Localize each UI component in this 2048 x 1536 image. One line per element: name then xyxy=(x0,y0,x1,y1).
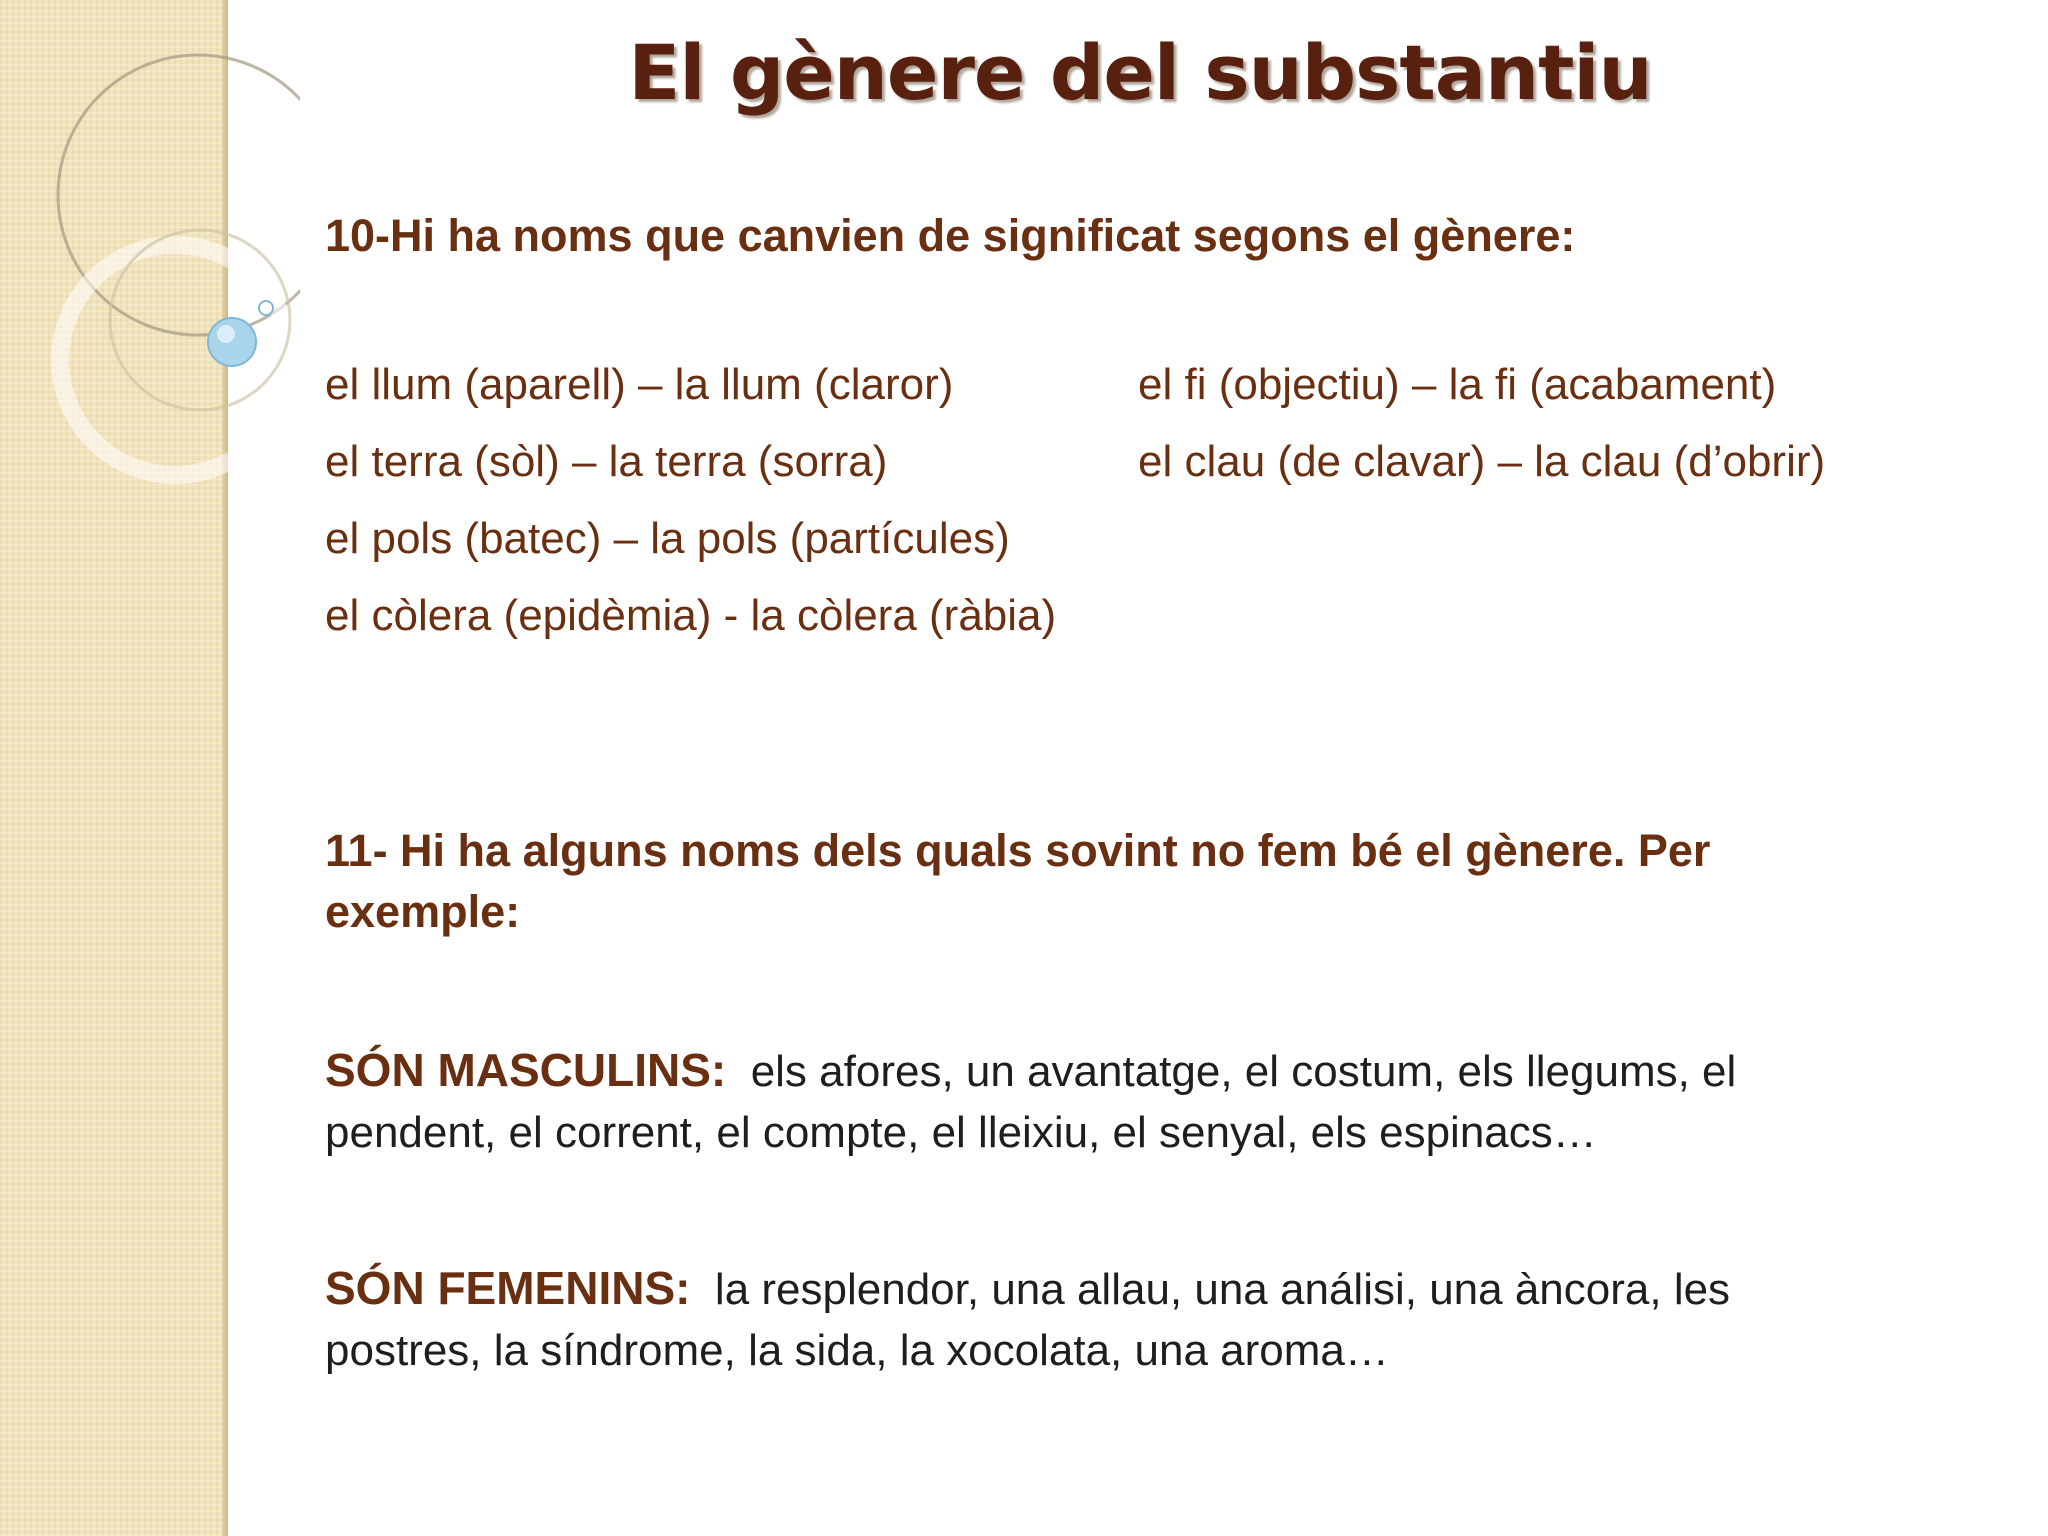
masculine-label: SÓN MASCULINS: xyxy=(325,1044,727,1096)
section-10-heading: 10-Hi ha noms que canvien de significat segons el gènere: xyxy=(325,210,1576,261)
decorative-circles xyxy=(0,0,300,520)
left-pair-1: el llum (aparell) – la llum (claror) xyxy=(325,360,954,409)
right-pair-2: el clau (de clavar) – la clau (d’obrir) xyxy=(1138,437,1826,486)
section-11-heading: 11- Hi ha alguns noms dels quals sovint no fem bé el gènere. Per exemple: xyxy=(325,825,1711,937)
slide-title: El gènere del substantiu xyxy=(628,28,1652,117)
feminine-label: SÓN FEMENINS: xyxy=(325,1262,691,1314)
feminine-paragraph xyxy=(325,1258,1885,1381)
left-pair-4: el còlera (epidèmia) - la còlera (ràbia) xyxy=(325,591,1057,640)
masculine-text: els afores, un avantatge, el costum, els llegums, el pendent, el corrent, el compte, el lleixiu, el senyal, els espinacs… xyxy=(325,1047,1737,1157)
right-pair-1: el fi (objectiu) – la fi (acabament) xyxy=(1138,360,1777,409)
masculine-paragraph xyxy=(325,1040,1885,1163)
left-pair-2: el terra (sòl) – la terra (sorra) xyxy=(325,437,888,486)
feminine-text: la resplendor, una allau, una análisi, una àncora, les postres, la síndrome, la sida, la xocolata, una aroma… xyxy=(325,1265,1731,1375)
left-pair-3: el pols (batec) – la pols (partícules) xyxy=(325,514,1010,563)
